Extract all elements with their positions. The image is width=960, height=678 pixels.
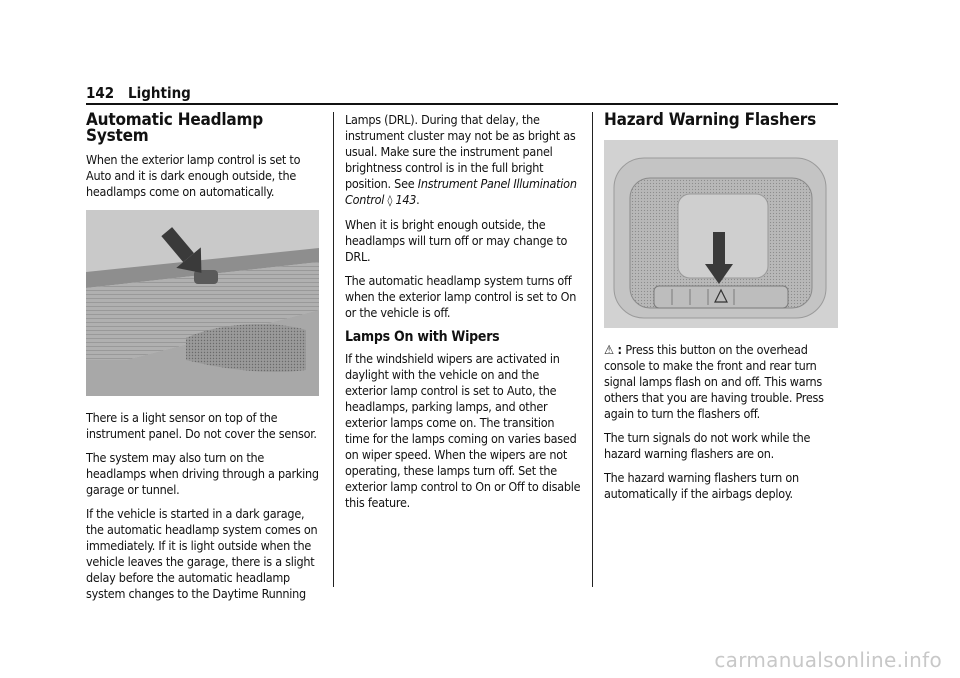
- paragraph: There is a light sensor on top of the instrument panel. Do not cover the sensor.: [86, 410, 317, 441]
- colon: :: [613, 342, 626, 357]
- dashboard-illustration: [86, 210, 319, 396]
- page-reference[interactable]: 143: [395, 192, 417, 207]
- paragraph: The turn signals do not work while the hazard warning flashers are on.: [604, 430, 811, 461]
- overhead-console-image: [604, 140, 838, 328]
- heading-automatic-headlamp: Automatic Headlamp System: [86, 110, 264, 146]
- period: .: [416, 192, 420, 207]
- paragraph: When it is bright enough outside, the headlamps will turn off or may change to DRL.: [345, 217, 568, 264]
- header-rule: [86, 103, 838, 105]
- paragraph: If the windshield wipers are activated in daylight with the vehicle on and the exterior lamp control is set to Auto, the headlamps, parking lamps, and other exterior lamps come on. The transition time for the lamps coming on varies based on wiper speed. When the wipers are not operating, these lamps turn off. Set the exterior lamp control to On or Off to disable this feature.: [345, 351, 581, 510]
- column-divider: [333, 112, 334, 587]
- column-2: [345, 112, 581, 519]
- paragraph: The system may also turn on the headlamps when driving through a parking garage or tunnel.: [86, 450, 319, 497]
- paragraph-text: Lamps (DRL). During that delay, the instrument cluster may not be as bright as usual. Make sure the instrument panel brightness control is in the full bright position. See: [345, 112, 576, 191]
- heading-hazard-warning-flashers: Hazard Warning Flashers: [604, 110, 817, 130]
- watermark-link[interactable]: carmanualsonline.info: [714, 648, 942, 672]
- subheading-lamps-on-with-wipers: Lamps On with Wipers: [345, 329, 500, 345]
- paragraph: The hazard warning flashers turn on automatically if the airbags deploy.: [604, 470, 799, 501]
- dashboard-sensor-image: [86, 210, 319, 396]
- paragraph: The automatic headlamp system turns off when the exterior lamp control is set to On or the vehicle is off.: [345, 273, 577, 320]
- page-header: [86, 84, 838, 104]
- column-divider: [592, 112, 593, 587]
- hazard-warning-icon: ⚠: [604, 342, 614, 357]
- section-title: Lighting: [128, 84, 191, 102]
- overhead-console-illustration: [604, 140, 838, 328]
- paragraph: [604, 342, 840, 422]
- paragraph: [345, 112, 581, 209]
- cross-reference[interactable]: Instrument Panel Illumination Control: [345, 176, 577, 207]
- paragraph: If the vehicle is started in a dark garage, the automatic headlamp system comes on immediately. If it is light outside when the vehicle leaves the garage, there is a slight delay before the automatic headlamp system changes to the Daytime Running: [86, 506, 318, 601]
- column-3: [604, 112, 840, 510]
- column-1: [86, 112, 322, 610]
- paragraph-text: Press this button on the overhead console to make the front and rear turn signal lamps flash on and off. This warns others that you are having trouble. Press again to turn the flashers off.: [604, 342, 824, 421]
- paragraph: When the exterior lamp control is set to Auto and it is dark enough outside, the headlamps come on automatically.: [86, 152, 301, 199]
- page-ref-icon: ◊: [387, 194, 393, 207]
- page-number: 142: [86, 84, 115, 102]
